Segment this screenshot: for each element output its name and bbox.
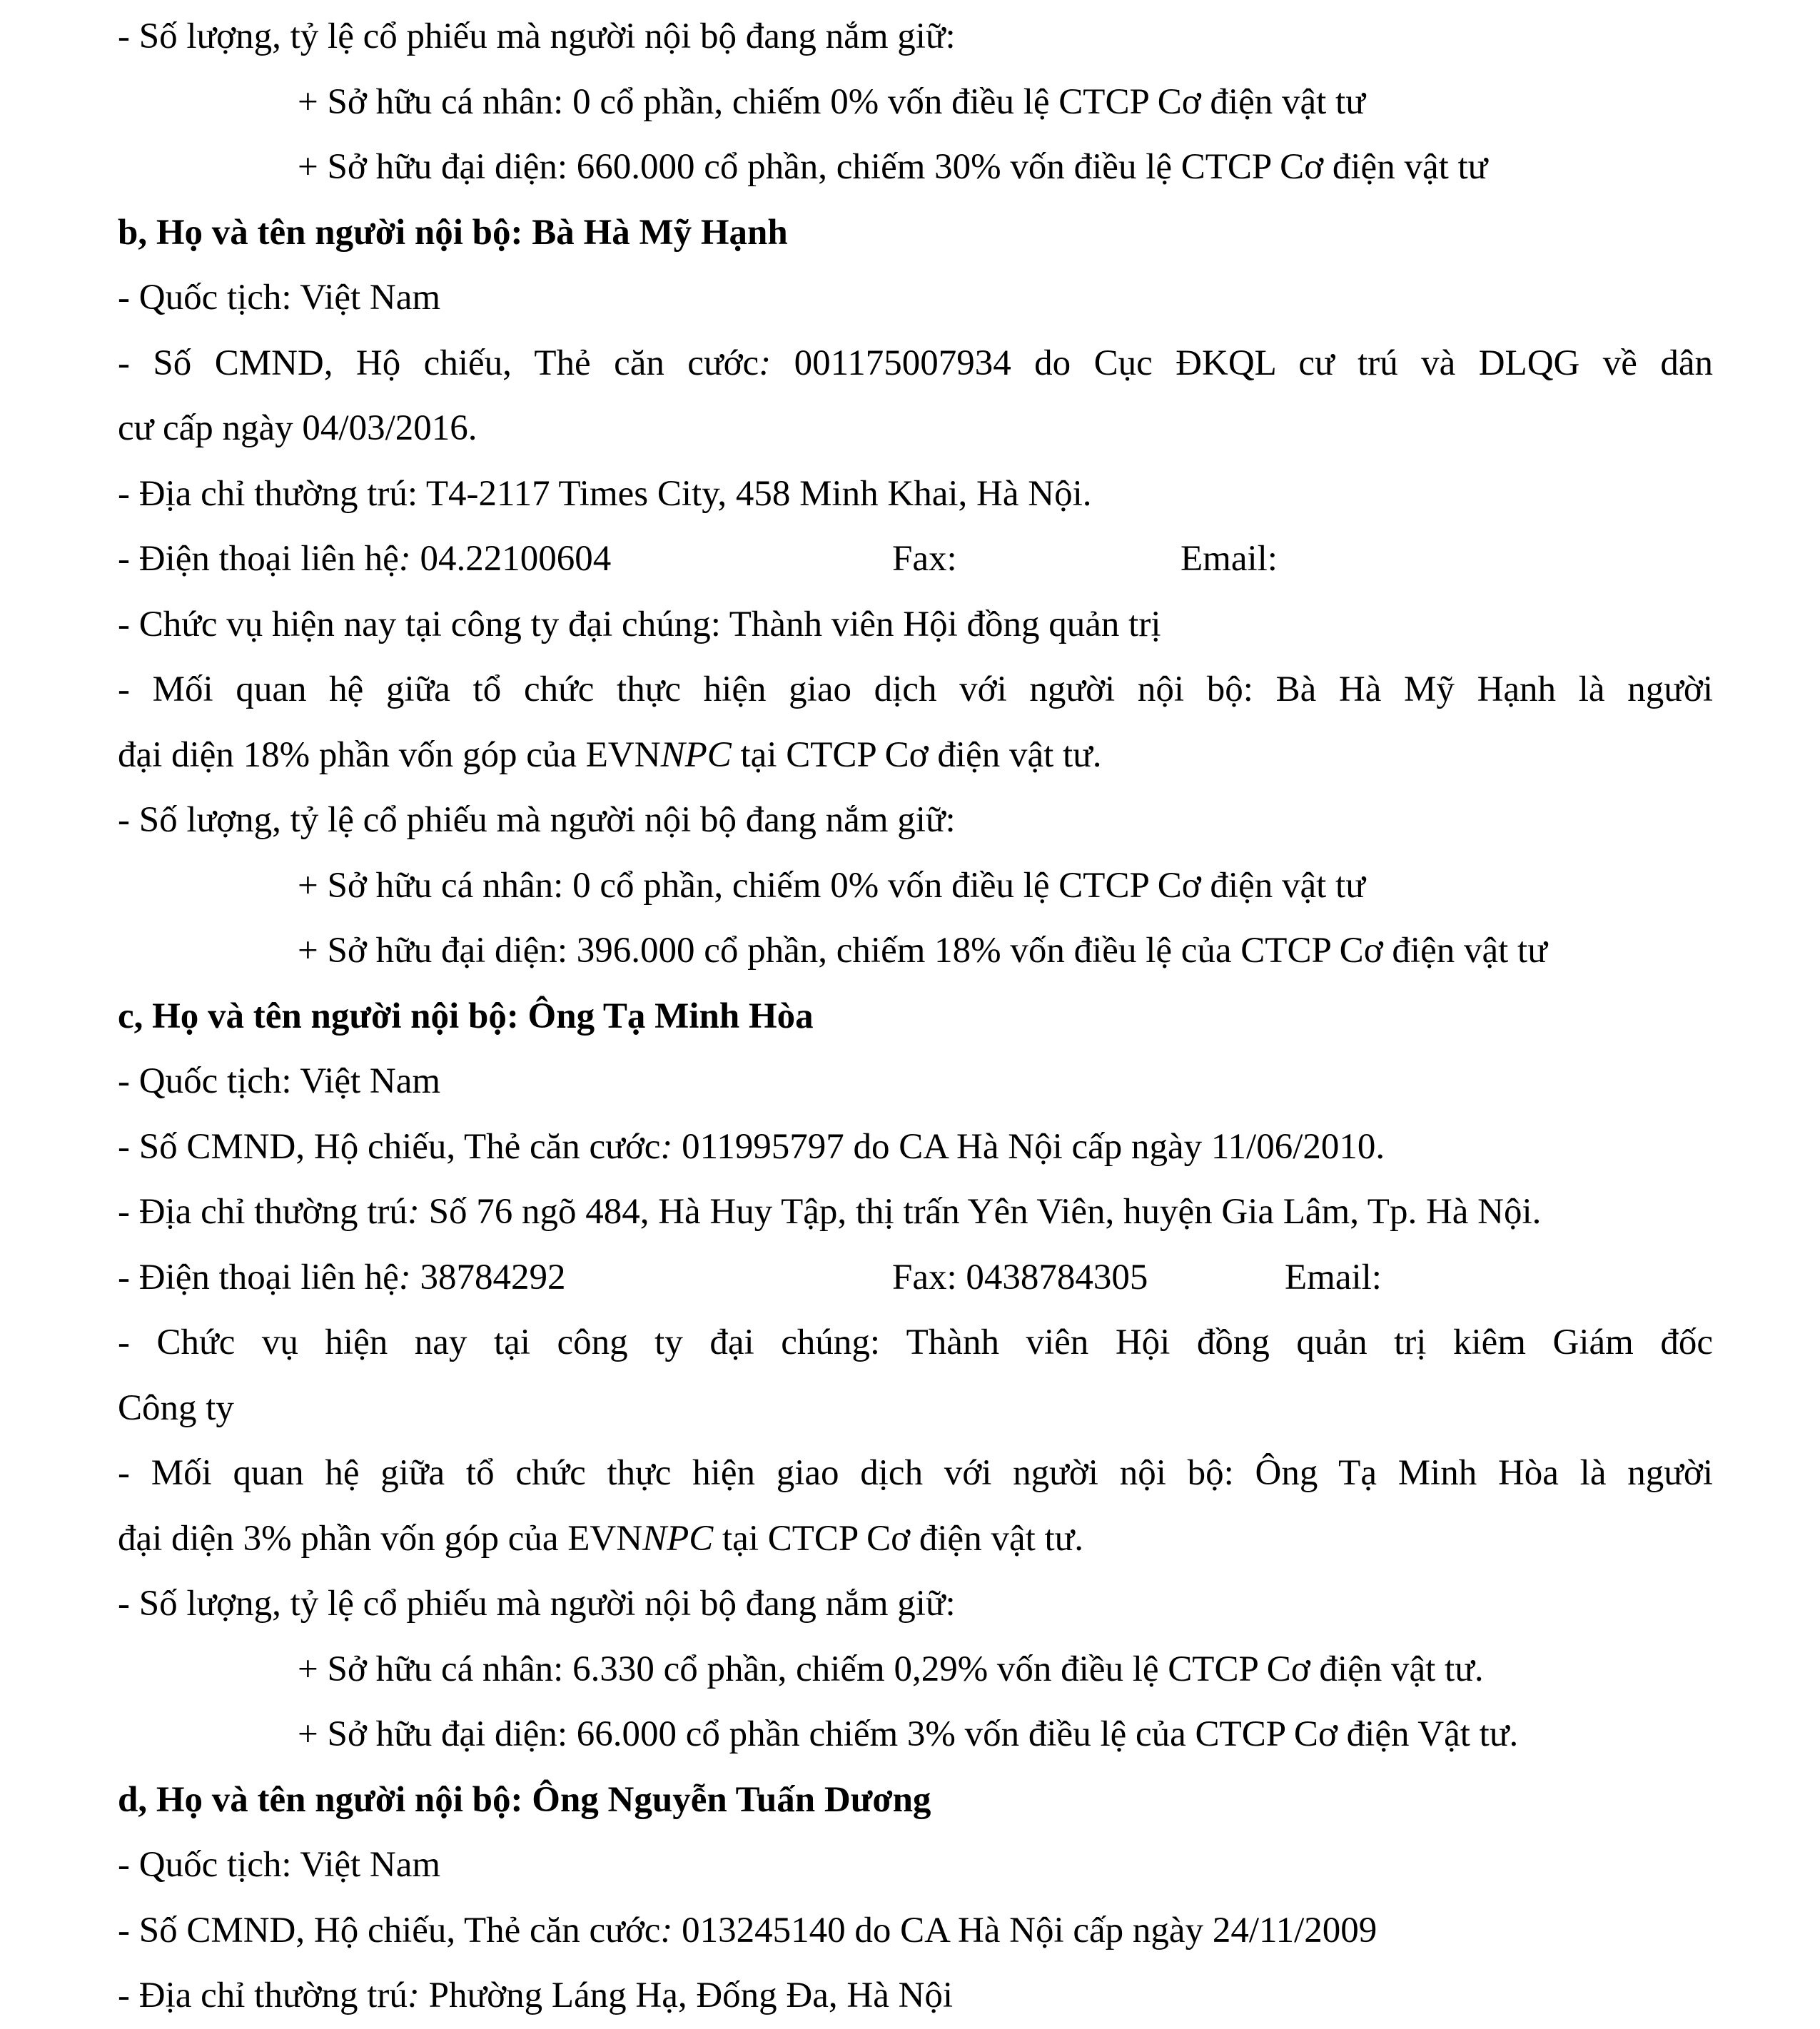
id-number-c: [118, 1115, 1713, 1180]
text-segment: Số 76 ngõ 484, Hà Huy Tập, thị trấn Yên Viên, huyện Gia Lâm, Tp. Hà Nội.: [419, 1192, 1542, 1232]
text-segment: - Số lượng, tỷ lệ cổ phiếu mà người nội bộ đang nắm giữ:: [118, 16, 956, 56]
paragraph-line: [118, 396, 1713, 462]
paragraph-line: [118, 1049, 1713, 1115]
paragraph-line: [118, 135, 1713, 201]
text-segment: + Sở hữu cá nhân: 0 cổ phần, chiếm 0% vốn điều lệ CTCP Cơ điện vật tư: [298, 81, 1365, 122]
text-segment: tại CTCP Cơ điện vật tư.: [731, 734, 1102, 775]
shares-held-intro-a: [118, 4, 1713, 70]
text-segment: c, Họ và tên người nội bộ: Ông Tạ Minh Hòa: [118, 996, 814, 1036]
personal-ownership-a: [118, 70, 1713, 136]
text-segment: b, Họ và tên người nội bộ: Bà Hà Mỹ Hạnh: [118, 212, 788, 253]
text-segment: - Số lượng, tỷ lệ cổ phiếu mà người nội bộ đang nắm giữ:: [118, 800, 956, 840]
text-segment: :: [759, 343, 772, 383]
text-segment: 04.22100604: [410, 539, 612, 579]
text-segment: - Số CMND, Hộ chiếu, Thẻ căn cước: [118, 343, 759, 383]
text-segment: + Sở hữu cá nhân: 6.330 cổ phần, chiếm 0,29% vốn điều lệ CTCP Cơ điện vật tư.: [298, 1649, 1484, 1689]
text-segment: - Quốc tịch: Việt Nam: [118, 278, 441, 318]
paragraph-line: [118, 1898, 1713, 1964]
paragraph-line: [118, 1115, 1713, 1180]
personal-ownership-b: [118, 854, 1713, 919]
text-segment: + Sở hữu cá nhân: 0 cổ phần, chiếm 0% vốn điều lệ CTCP Cơ điện vật tư: [298, 865, 1365, 906]
text-segment: Fax: 0438784305: [892, 1257, 1148, 1297]
relationship-c: [118, 1441, 1713, 1572]
paragraph-line: [118, 1572, 1713, 1637]
nationality-c: [118, 1049, 1713, 1115]
person-c-heading: [118, 984, 1713, 1050]
text-segment: :: [398, 1257, 411, 1297]
nationality-b: [118, 265, 1713, 331]
text-segment: :: [407, 1975, 420, 2015]
address-b: [118, 462, 1713, 527]
paragraph-line: [118, 331, 1713, 397]
address-d: [118, 1963, 1713, 2029]
person-b-heading: [118, 201, 1713, 266]
text-segment: - Chức vụ hiện nay tại công ty đại chúng: Thành viên Hội đồng quản trị: [118, 604, 1161, 644]
paragraph-line: [118, 1507, 1713, 1572]
text-segment: - Địa chỉ thường trú: T4-2117 Times City, 458 Minh Khai, Hà Nội.: [118, 473, 1092, 514]
text-segment: - Số CMND, Hộ chiếu, Thẻ căn cước: [118, 1910, 661, 1950]
paragraph-line: [118, 462, 1713, 527]
paragraph-line: [118, 657, 1713, 723]
text-segment: đại diện 3% phần vốn góp của EVN: [118, 1518, 643, 1559]
paragraph-line: [118, 854, 1713, 919]
text-segment: Email:: [1181, 539, 1278, 579]
text-segment: Fax:: [892, 539, 957, 579]
paragraph-line: [118, 1441, 1713, 1507]
paragraph-line: [118, 984, 1713, 1050]
text-segment: d, Họ và tên người nội bộ: Ông Nguyễn Tuấn Dương: [118, 1779, 931, 1820]
paragraph-line: [118, 1310, 1713, 1376]
text-segment: - Quốc tịch: Việt Nam: [118, 1845, 441, 1885]
paragraph-line: [118, 1963, 1713, 2029]
text-segment: - Địa chỉ thường trú: [118, 1975, 408, 2015]
text-segment: :: [407, 1192, 420, 1232]
text-segment: - Mối quan hệ giữa tổ chức thực hiện giao dịch với người nội bộ: Bà Hà Mỹ Hạnh là người: [118, 669, 1713, 709]
paragraph-line: [118, 1768, 1713, 1833]
text-segment: :: [398, 539, 411, 579]
paragraph-line: [118, 1180, 1713, 1245]
id-number-d: [118, 1898, 1713, 1964]
phone-fax-email-b: [118, 527, 1713, 592]
paragraph-line: [118, 1833, 1713, 1898]
paragraph-line: [118, 788, 1713, 854]
text-segment: Email:: [1285, 1257, 1382, 1297]
text-segment: + Sở hữu đại diện: 396.000 cổ phần, chiếm 18% vốn điều lệ của CTCP Cơ điện vật tư: [298, 931, 1547, 971]
paragraph-line: [118, 201, 1713, 266]
text-segment: - Chức vụ hiện nay tại công ty đại chúng: Thành viên Hội đồng quản trị kiêm Giám đốc: [118, 1322, 1713, 1362]
text-segment: NPC: [642, 1518, 714, 1559]
text-segment: 013245140 do CA Hà Nội cấp ngày 24/11/2009: [672, 1910, 1377, 1950]
text-segment: NPC: [660, 734, 732, 775]
personal-ownership-c: [118, 1637, 1713, 1703]
relationship-b: [118, 657, 1713, 788]
phone-fax-email-c: [118, 1245, 1713, 1311]
text-segment: :: [660, 1126, 673, 1167]
text-segment: - Số lượng, tỷ lệ cổ phiếu mà người nội bộ đang nắm giữ:: [118, 1584, 956, 1624]
paragraph-line: [118, 919, 1713, 984]
text-segment: Công ty: [118, 1387, 234, 1428]
paragraph-line: [118, 592, 1713, 658]
text-segment: - Mối quan hệ giữa tổ chức thực hiện giao dịch với người nội bộ: Ông Tạ Minh Hòa là người: [118, 1453, 1713, 1493]
person-d-heading: [118, 1768, 1713, 1833]
id-number-b: [118, 331, 1713, 462]
text-segment: - Điện thoại liên hệ: [118, 539, 399, 579]
representative-ownership-b: [118, 919, 1713, 984]
text-segment: cư cấp ngày 04/03/2016.: [118, 408, 477, 448]
text-segment: + Sở hữu đại diện: 66.000 cổ phần chiếm 3% vốn điều lệ của CTCP Cơ điện Vật tư.: [298, 1714, 1519, 1754]
address-c: [118, 1180, 1713, 1245]
text-segment: 001175007934 do Cục ĐKQL cư trú và DLQG về dân: [771, 343, 1714, 383]
paragraph-line: [118, 4, 1713, 70]
shares-held-intro-b: [118, 788, 1713, 854]
text-segment: Phường Láng Hạ, Đống Đa, Hà Nội: [419, 1975, 954, 2015]
text-segment: - Điện thoại liên hệ: [118, 1257, 399, 1297]
text-segment: - Địa chỉ thường trú: [118, 1192, 408, 1232]
paragraph-line: [118, 265, 1713, 331]
text-segment: 38784292: [410, 1257, 566, 1297]
paragraph-line: [118, 1376, 1713, 1442]
position-c: [118, 1310, 1713, 1441]
paragraph-line: [118, 1637, 1713, 1703]
text-segment: :: [660, 1910, 673, 1950]
text-segment: đại diện 18% phần vốn góp của EVN: [118, 734, 661, 775]
position-b: [118, 592, 1713, 658]
text-segment: - Quốc tịch: Việt Nam: [118, 1061, 441, 1101]
text-segment: - Số CMND, Hộ chiếu, Thẻ căn cước: [118, 1126, 661, 1167]
paragraph-line: [118, 1702, 1713, 1768]
paragraph-line: [118, 70, 1713, 136]
representative-ownership-a: [118, 135, 1713, 201]
nationality-d: [118, 1833, 1713, 1898]
paragraph-line: [118, 723, 1713, 789]
shares-held-intro-c: [118, 1572, 1713, 1637]
text-segment: + Sở hữu đại diện: 660.000 cổ phần, chiếm 30% vốn điều lệ CTCP Cơ điện vật tư: [298, 147, 1488, 187]
text-segment: 011995797 do CA Hà Nội cấp ngày 11/06/2010.: [672, 1126, 1385, 1167]
representative-ownership-c: [118, 1702, 1713, 1768]
paragraph-line: [118, 1245, 1713, 1311]
text-segment: tại CTCP Cơ điện vật tư.: [713, 1518, 1084, 1559]
paragraph-line: [118, 527, 1713, 592]
